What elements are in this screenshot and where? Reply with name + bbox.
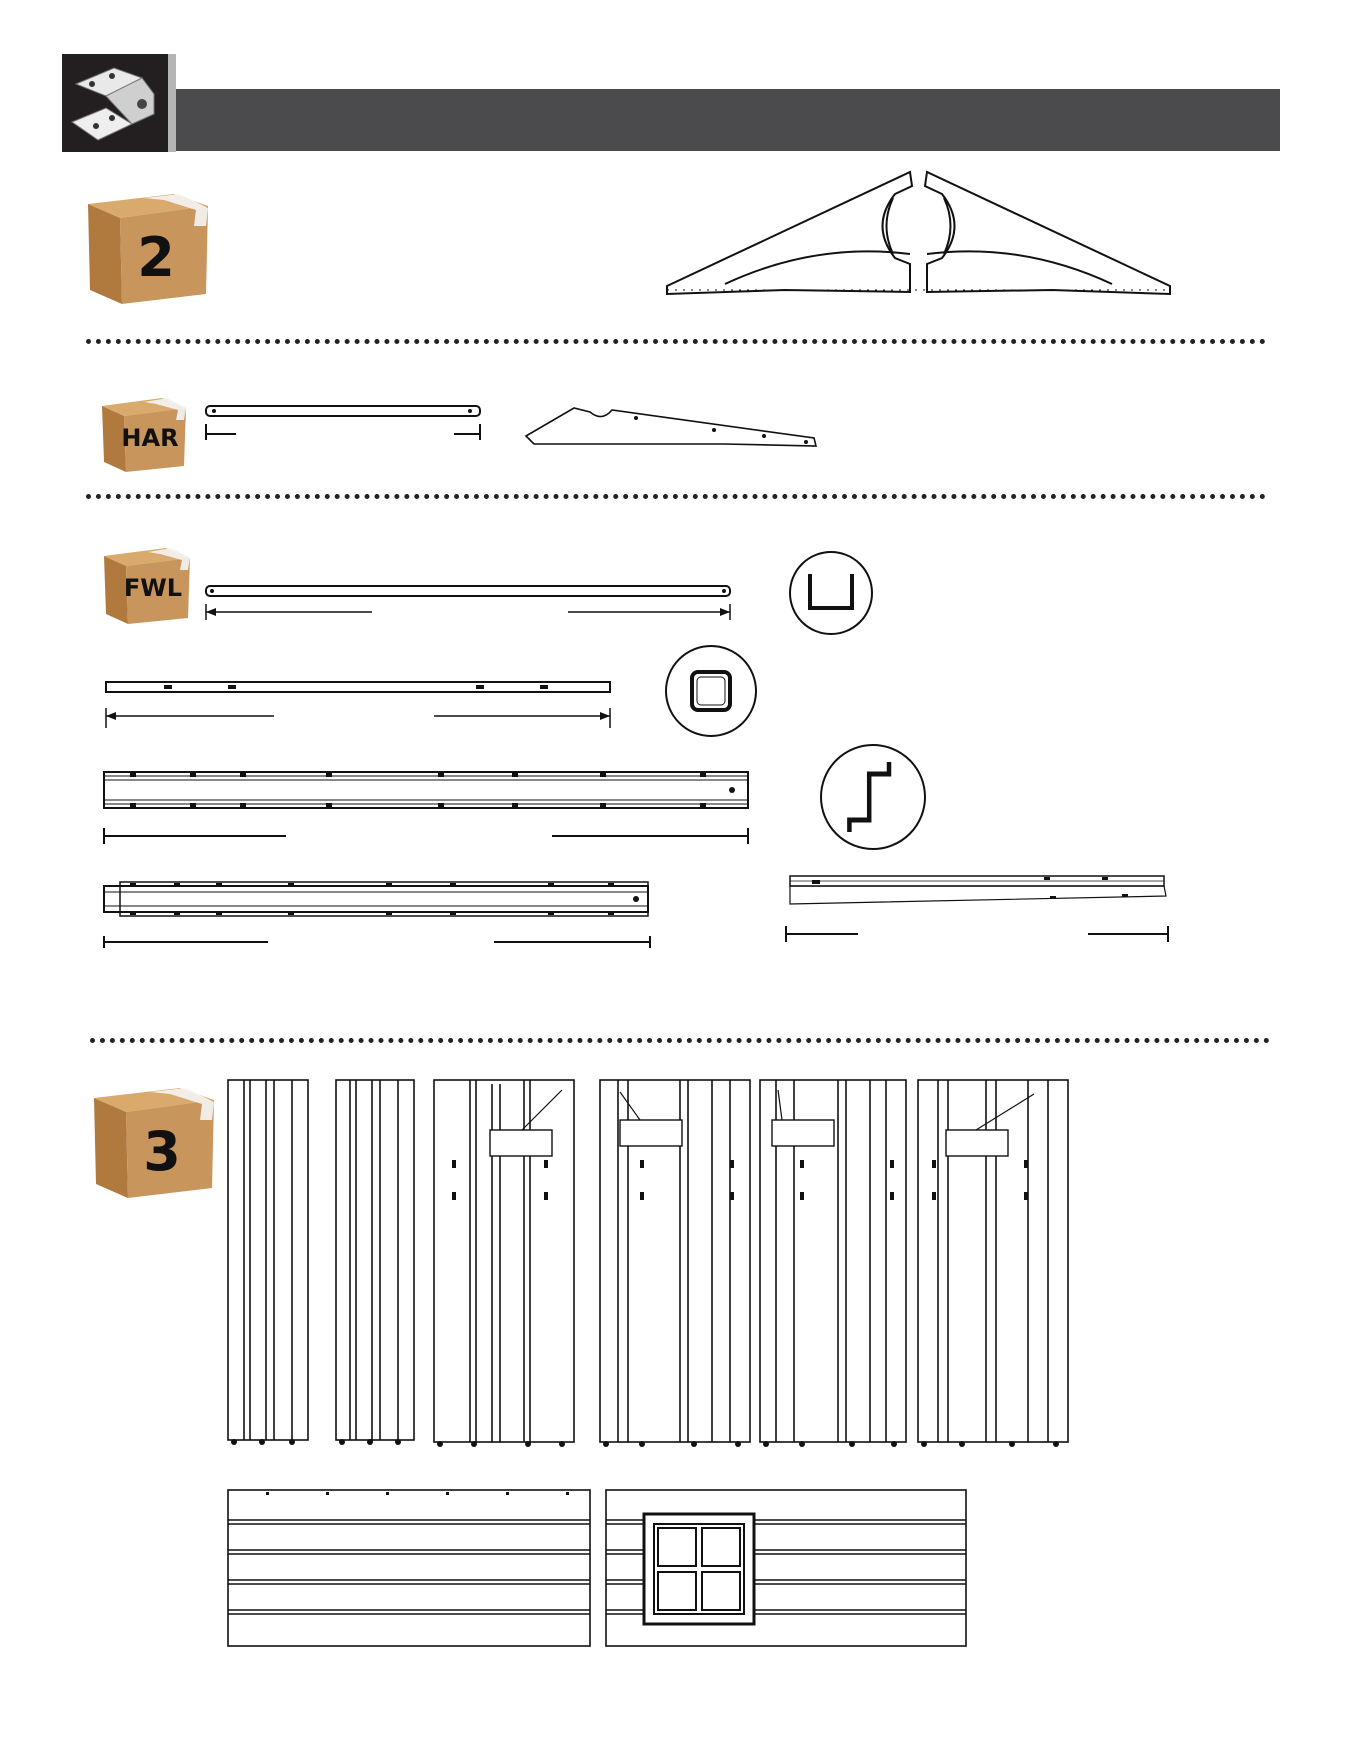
fwl-beam-long: [100, 770, 754, 846]
header-icon-edge: [168, 54, 176, 152]
z-beam-icon: [100, 880, 656, 950]
z-profile-icon: [782, 872, 1172, 946]
flat-bar-icon: [204, 404, 484, 444]
header-bar: [176, 89, 1280, 151]
box3-horizontal-panel-left: [226, 1488, 594, 1650]
square-tube-profile: [664, 644, 758, 738]
square-tube-icon: [664, 644, 758, 738]
horizontal-panel-icon: [226, 1488, 594, 1650]
fwl-z-rail: [782, 872, 1172, 946]
z-profile-icon: [818, 742, 928, 852]
wall-panel-icon: [222, 1076, 1074, 1448]
flat-bar-icon: [104, 680, 614, 734]
z-beam-icon: [100, 770, 754, 846]
z-profile: [818, 742, 928, 852]
section-divider: [86, 339, 1266, 344]
box-2: [84, 186, 212, 306]
roof-brace-icon: [524, 404, 820, 450]
box-fwl: [102, 544, 192, 626]
bracket-icon: [62, 54, 172, 152]
box-label: 3: [143, 1120, 181, 1183]
fwl-channel-bar: [204, 584, 740, 624]
gable-truss: [665, 166, 1175, 302]
box3-wall-panels: [222, 1076, 1074, 1448]
section-divider: [86, 494, 1266, 499]
box-label: HAR: [121, 424, 179, 452]
u-channel-profile: [788, 550, 874, 636]
horizontal-panel-icon: [604, 1488, 970, 1650]
box-3: [90, 1080, 218, 1200]
section-divider: [90, 1038, 1270, 1043]
box-label: FWL: [123, 574, 183, 602]
gable-truss-icon: [665, 166, 1175, 302]
flat-bar-icon: [204, 584, 740, 624]
box3-horizontal-panel-window: [604, 1488, 970, 1650]
har-flat-bar: [204, 404, 484, 444]
fwl-square-tube: [104, 680, 614, 734]
box-label: 2: [137, 226, 175, 289]
header-icon-box: [62, 54, 172, 152]
box-har: [100, 394, 188, 474]
window-icon: [644, 1514, 754, 1624]
har-roof-brace: [524, 404, 820, 450]
u-channel-icon: [788, 550, 874, 636]
fwl-beam-short: [100, 880, 656, 950]
